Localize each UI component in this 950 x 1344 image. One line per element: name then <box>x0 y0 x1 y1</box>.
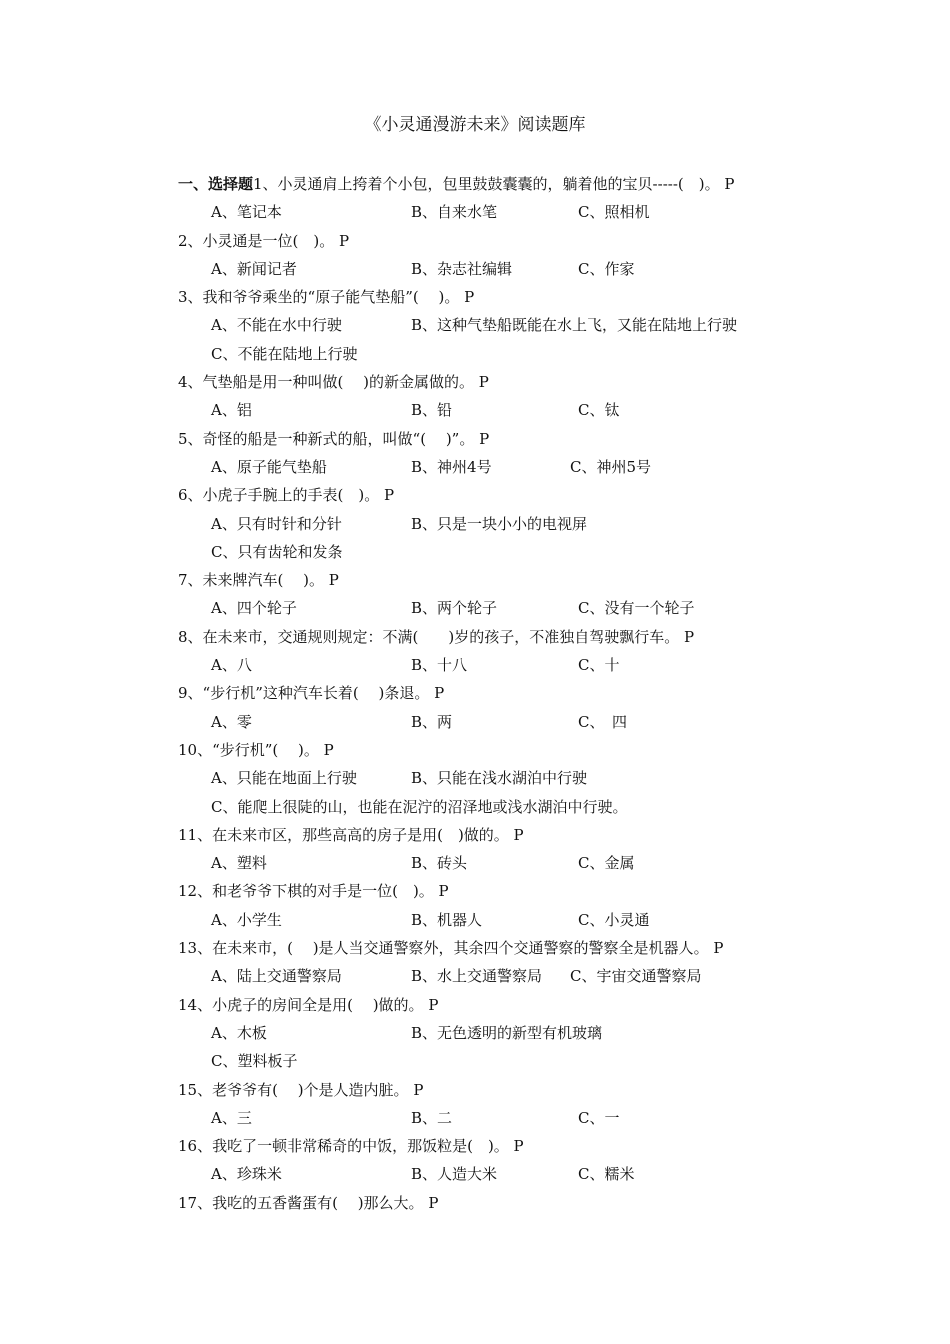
option-b: B、两 <box>411 712 453 731</box>
question-stem: 11、在未来市区，那些高高的房子是用( )做的。 P <box>178 825 524 844</box>
option-c: C、钛 <box>578 401 620 420</box>
option-b: B、杂志社编辑 <box>411 259 513 278</box>
option-row <box>178 651 858 679</box>
question-text <box>178 170 858 198</box>
option-b: B、砖头 <box>411 854 468 873</box>
question-text <box>178 1076 858 1104</box>
option-row <box>178 849 858 877</box>
option-a: A、新闻记者 <box>211 259 297 278</box>
question-text <box>178 623 858 651</box>
question-stem: 8、在未来市，交通规则规定：不满( )岁的孩子，不准独自驾驶飘行车。 P <box>178 627 695 646</box>
option-c: C、作家 <box>578 259 635 278</box>
option-b: B、神州4号 <box>411 457 492 476</box>
option-b: B、这种气垫船既能在水上飞，又能在陆地上行驶 <box>411 316 738 335</box>
option-row <box>178 538 858 566</box>
section-label: 一、选择题 <box>178 175 254 193</box>
option-row <box>178 1047 858 1075</box>
option-row <box>178 396 858 424</box>
option-a: A、不能在水中行驶 <box>211 316 342 335</box>
option-c: C、金属 <box>578 854 635 873</box>
question-text <box>178 481 858 509</box>
option-c: C、十 <box>578 656 620 675</box>
question-text <box>178 425 858 453</box>
question-stem: 5、奇怪的船是一种新式的船，叫做“( )”。 P <box>178 429 490 448</box>
option-row <box>178 793 858 821</box>
option-c: C、小灵通 <box>578 910 650 929</box>
option-b: B、两个轮子 <box>411 599 498 618</box>
question-stem: 1、小灵通肩上挎着个小包，包里鼓鼓囊囊的，躺着他的宝贝-----( )。 P <box>253 175 735 193</box>
option-c: C、照相机 <box>578 203 650 222</box>
option-b: B、只是一块小小的电视屏 <box>411 514 588 533</box>
option-c: C、不能在陆地上行驶 <box>211 344 358 363</box>
option-c: C、神州5号 <box>570 457 652 476</box>
option-c: C、能爬上很陡的山，也能在泥泞的沼泽地或浅水湖泊中行驶。 <box>211 797 628 816</box>
option-b: B、自来水笔 <box>411 203 498 222</box>
option-b: B、机器人 <box>411 910 483 929</box>
option-row <box>178 255 858 283</box>
question-stem: 12、和老爷爷下棋的对手是一位( )。 P <box>178 882 449 901</box>
option-b: B、水上交通警察局 <box>411 967 543 986</box>
option-a: A、木板 <box>211 1023 267 1042</box>
question-text <box>178 934 858 962</box>
question-text <box>178 991 858 1019</box>
option-a: A、八 <box>211 656 252 675</box>
question-stem: 10、“步行机”( )。 P <box>178 740 334 759</box>
option-b: B、只能在浅水湖泊中行驶 <box>411 769 588 788</box>
option-a: A、小学生 <box>211 910 282 929</box>
option-row <box>178 962 858 990</box>
option-row <box>178 1019 858 1047</box>
option-b: B、人造大米 <box>411 1165 498 1184</box>
question-text <box>178 566 858 594</box>
option-b: B、铅 <box>411 401 453 420</box>
option-row <box>178 764 858 792</box>
option-row <box>178 453 858 481</box>
option-a: A、笔记本 <box>211 203 282 222</box>
question-stem: 6、小虎子手腕上的手表( )。 P <box>178 486 395 505</box>
question-text <box>178 679 858 707</box>
option-a: A、零 <box>211 712 252 731</box>
option-b: B、十八 <box>411 656 468 675</box>
question-stem: 3、我和爷爷乘坐的“原子能气垫船”( )。 P <box>178 288 475 307</box>
question-text <box>178 368 858 396</box>
question-list <box>178 170 858 1217</box>
option-a: A、原子能气垫船 <box>211 457 327 476</box>
option-a: A、只有时针和分针 <box>211 514 342 533</box>
question-stem: 4、气垫船是用一种叫做( )的新金属做的。 P <box>178 373 489 392</box>
option-c: C、一 <box>578 1108 620 1127</box>
question-text <box>178 227 858 255</box>
question-text <box>178 1189 858 1217</box>
option-a: A、陆上交通警察局 <box>211 967 342 986</box>
option-a: A、只能在地面上行驶 <box>211 769 357 788</box>
option-a: A、四个轮子 <box>211 599 297 618</box>
question-stem: 2、小灵通是一位( )。 P <box>178 231 350 250</box>
question-stem: 7、未来牌汽车( )。 P <box>178 571 339 590</box>
option-a: A、塑料 <box>211 854 267 873</box>
option-row <box>178 906 858 934</box>
option-row <box>178 340 858 368</box>
option-a: A、三 <box>211 1108 252 1127</box>
question-text <box>178 736 858 764</box>
question-stem: 16、我吃了一顿非常稀奇的中饭，那饭粒是( )。 P <box>178 1137 524 1156</box>
option-b: B、二 <box>411 1108 453 1127</box>
option-c: C、 四 <box>578 712 627 731</box>
option-row <box>178 311 858 339</box>
question-text <box>178 283 858 311</box>
option-row <box>178 198 858 226</box>
option-c: C、只有齿轮和发条 <box>211 542 343 561</box>
option-row <box>178 708 858 736</box>
question-stem: 17、我吃的五香酱蛋有( )那么大。 P <box>178 1193 439 1212</box>
option-row <box>178 1104 858 1132</box>
question-text <box>178 877 858 905</box>
question-stem: 13、在未来市，( )是人当交通警察外，其余四个交通警察的警察全是机器人。 P <box>178 939 724 958</box>
option-c: C、塑料板子 <box>211 1052 298 1071</box>
option-b: B、无色透明的新型有机玻璃 <box>411 1023 603 1042</box>
question-stem: 9、“步行机”这种汽车长着( )条退。 P <box>178 684 445 703</box>
question-text <box>178 821 858 849</box>
document-title: 《小灵通漫游未来》阅读题库 <box>364 115 586 135</box>
question-text <box>178 1132 858 1160</box>
option-c: C、宇宙交通警察局 <box>570 967 702 986</box>
option-c: C、没有一个轮子 <box>578 599 695 618</box>
option-c: C、糯米 <box>578 1165 635 1184</box>
option-row <box>178 510 858 538</box>
option-a: A、珍珠米 <box>211 1165 282 1184</box>
option-a: A、铝 <box>211 401 252 420</box>
option-row <box>178 1160 858 1188</box>
question-stem: 15、老爷爷有( )个是人造内脏。 P <box>178 1080 424 1099</box>
option-row <box>178 594 858 622</box>
question-stem: 14、小虎子的房间全是用( )做的。 P <box>178 995 439 1014</box>
